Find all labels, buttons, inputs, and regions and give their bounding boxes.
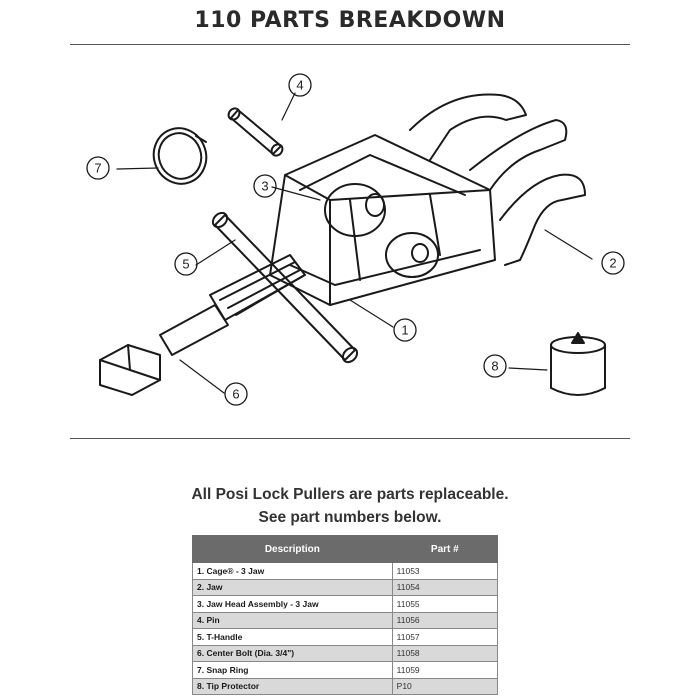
part-number: 11056 <box>392 612 497 629</box>
table-row <box>193 579 498 596</box>
callout-2: 2 <box>609 255 617 271</box>
tip-protector-part <box>551 333 605 395</box>
table-row <box>193 678 498 695</box>
parts-table <box>192 535 498 695</box>
jaw-part <box>410 94 585 265</box>
part-number-header: Part # <box>392 536 497 563</box>
part-number: 11053 <box>392 563 497 580</box>
callout-4: 4 <box>296 77 304 93</box>
part-number: 11059 <box>392 662 497 679</box>
callout-7: 7 <box>94 160 102 176</box>
parts-diagram <box>0 50 700 430</box>
callout-5: 5 <box>182 256 190 272</box>
table-row <box>193 645 498 662</box>
table-row <box>193 563 498 580</box>
page-title: 110 PARTS BREAKDOWN <box>194 8 506 33</box>
intro-line-2: See part numbers below. <box>258 509 442 526</box>
part-number: 11058 <box>392 645 497 662</box>
table-row <box>193 612 498 629</box>
top-divider <box>70 44 630 45</box>
jaw-head-part <box>325 184 438 277</box>
part-number: 11054 <box>392 579 497 596</box>
callout-8: 8 <box>491 358 499 374</box>
description-header: Description <box>193 536 393 563</box>
part-description: 2. Jaw <box>193 579 393 596</box>
part-description: 7. Snap Ring <box>193 662 393 679</box>
part-number: P10 <box>392 678 497 695</box>
intro-line-1: All Posi Lock Pullers are parts replaceable. <box>191 486 509 503</box>
table-header-row <box>193 536 498 563</box>
table-row <box>193 596 498 613</box>
callout-1: 1 <box>401 322 409 338</box>
callout-3: 3 <box>261 178 269 194</box>
part-number: 11057 <box>392 629 497 646</box>
middle-divider <box>70 438 630 439</box>
snap-ring-part <box>146 121 214 191</box>
part-description: 4. Pin <box>193 612 393 629</box>
part-description: 6. Center Bolt (Dia. 3/4") <box>193 645 393 662</box>
part-description: 1. Cage® - 3 Jaw <box>193 563 393 580</box>
table-row <box>193 662 498 679</box>
callout-6: 6 <box>232 386 240 402</box>
part-description: 8. Tip Protector <box>193 678 393 695</box>
part-description: 3. Jaw Head Assembly - 3 Jaw <box>193 596 393 613</box>
part-description: 5. T-Handle <box>193 629 393 646</box>
table-row <box>193 629 498 646</box>
pin-part <box>226 106 284 158</box>
part-number: 11055 <box>392 596 497 613</box>
center-bolt-part <box>100 255 305 395</box>
